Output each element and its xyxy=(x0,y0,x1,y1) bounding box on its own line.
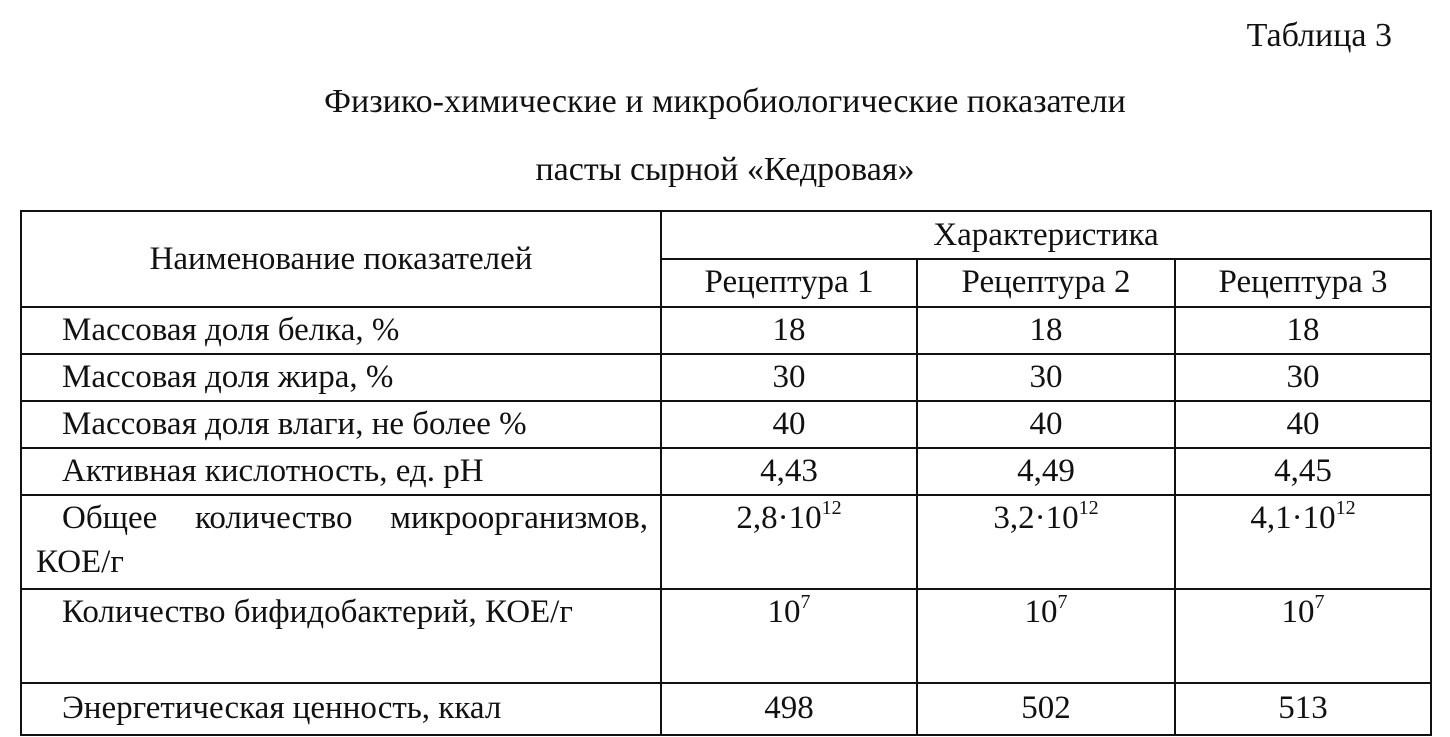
row-fat-recipe-1: 30 xyxy=(661,354,917,401)
table-row xyxy=(21,401,1431,448)
value-exponent: 12 xyxy=(821,497,842,519)
value-base: 10 xyxy=(767,594,801,630)
table-caption-line-1: Физико-химические и микробиологические показатели xyxy=(324,83,1126,120)
row-moisture-recipe-2: 40 xyxy=(917,401,1175,448)
table-number-label: Таблица 3 xyxy=(1246,17,1392,54)
header-indicator-name: Наименование показателей xyxy=(21,211,661,307)
table-caption-line-2: пасты сырной «Кедровая» xyxy=(535,151,915,188)
table-row xyxy=(21,589,1431,683)
row-acidity-recipe-3: 4,45 xyxy=(1175,448,1431,495)
header-recipe-2: Рецептура 2 xyxy=(917,259,1175,307)
row-protein-recipe-2: 18 xyxy=(917,307,1175,354)
value-base: 2,8·10 xyxy=(736,500,822,536)
row-protein-recipe-3: 18 xyxy=(1175,307,1431,354)
row-moisture-name: Массовая доля влаги, не более % xyxy=(21,401,661,448)
row-bifidobacteria-name: Количество бифидобактерий, КОЕ/г xyxy=(21,589,661,683)
value-base: 10 xyxy=(1281,594,1315,630)
value-exponent: 12 xyxy=(1335,497,1356,519)
row-bifidobacteria-recipe-3 xyxy=(1175,589,1431,683)
value-exponent: 7 xyxy=(800,591,811,613)
row-energy-recipe-2: 502 xyxy=(917,683,1175,735)
value-exponent: 7 xyxy=(1314,591,1325,613)
table-row xyxy=(21,495,1431,589)
value-exponent: 12 xyxy=(1078,497,1099,519)
row-fat-recipe-2: 30 xyxy=(917,354,1175,401)
row-acidity-recipe-1: 4,43 xyxy=(661,448,917,495)
value-exponent: 7 xyxy=(1057,591,1068,613)
indicators-table xyxy=(20,210,1432,736)
row-energy-name: Энергетическая ценность, ккал xyxy=(21,683,661,735)
header-recipe-1: Рецептура 1 xyxy=(661,259,917,307)
row-microorganisms-recipe-2 xyxy=(917,495,1175,589)
row-energy-recipe-1: 498 xyxy=(661,683,917,735)
row-microorganisms-name: Общее количество микроорганизмов, КОЕ/г xyxy=(21,495,661,589)
header-characteristic: Характеристика xyxy=(661,211,1431,259)
table-row xyxy=(21,354,1431,401)
value-base: 4,1·10 xyxy=(1250,500,1336,536)
row-protein-recipe-1: 18 xyxy=(661,307,917,354)
row-moisture-recipe-1: 40 xyxy=(661,401,917,448)
row-bifidobacteria-recipe-2 xyxy=(917,589,1175,683)
header-recipe-3: Рецептура 3 xyxy=(1175,259,1431,307)
row-microorganisms-recipe-1 xyxy=(661,495,917,589)
row-fat-name: Массовая доля жира, % xyxy=(21,354,661,401)
row-moisture-recipe-3: 40 xyxy=(1175,401,1431,448)
row-energy-recipe-3: 513 xyxy=(1175,683,1431,735)
table-row xyxy=(21,307,1431,354)
row-bifidobacteria-recipe-1 xyxy=(661,589,917,683)
row-acidity-name: Активная кислотность, ед. рН xyxy=(21,448,661,495)
table-row xyxy=(21,448,1431,495)
value-base: 10 xyxy=(1024,594,1058,630)
row-fat-recipe-3: 30 xyxy=(1175,354,1431,401)
row-acidity-recipe-2: 4,49 xyxy=(917,448,1175,495)
table-row xyxy=(21,683,1431,735)
row-protein-name: Массовая доля белка, % xyxy=(21,307,661,354)
row-microorganisms-recipe-3 xyxy=(1175,495,1431,589)
value-base: 3,2·10 xyxy=(993,500,1079,536)
